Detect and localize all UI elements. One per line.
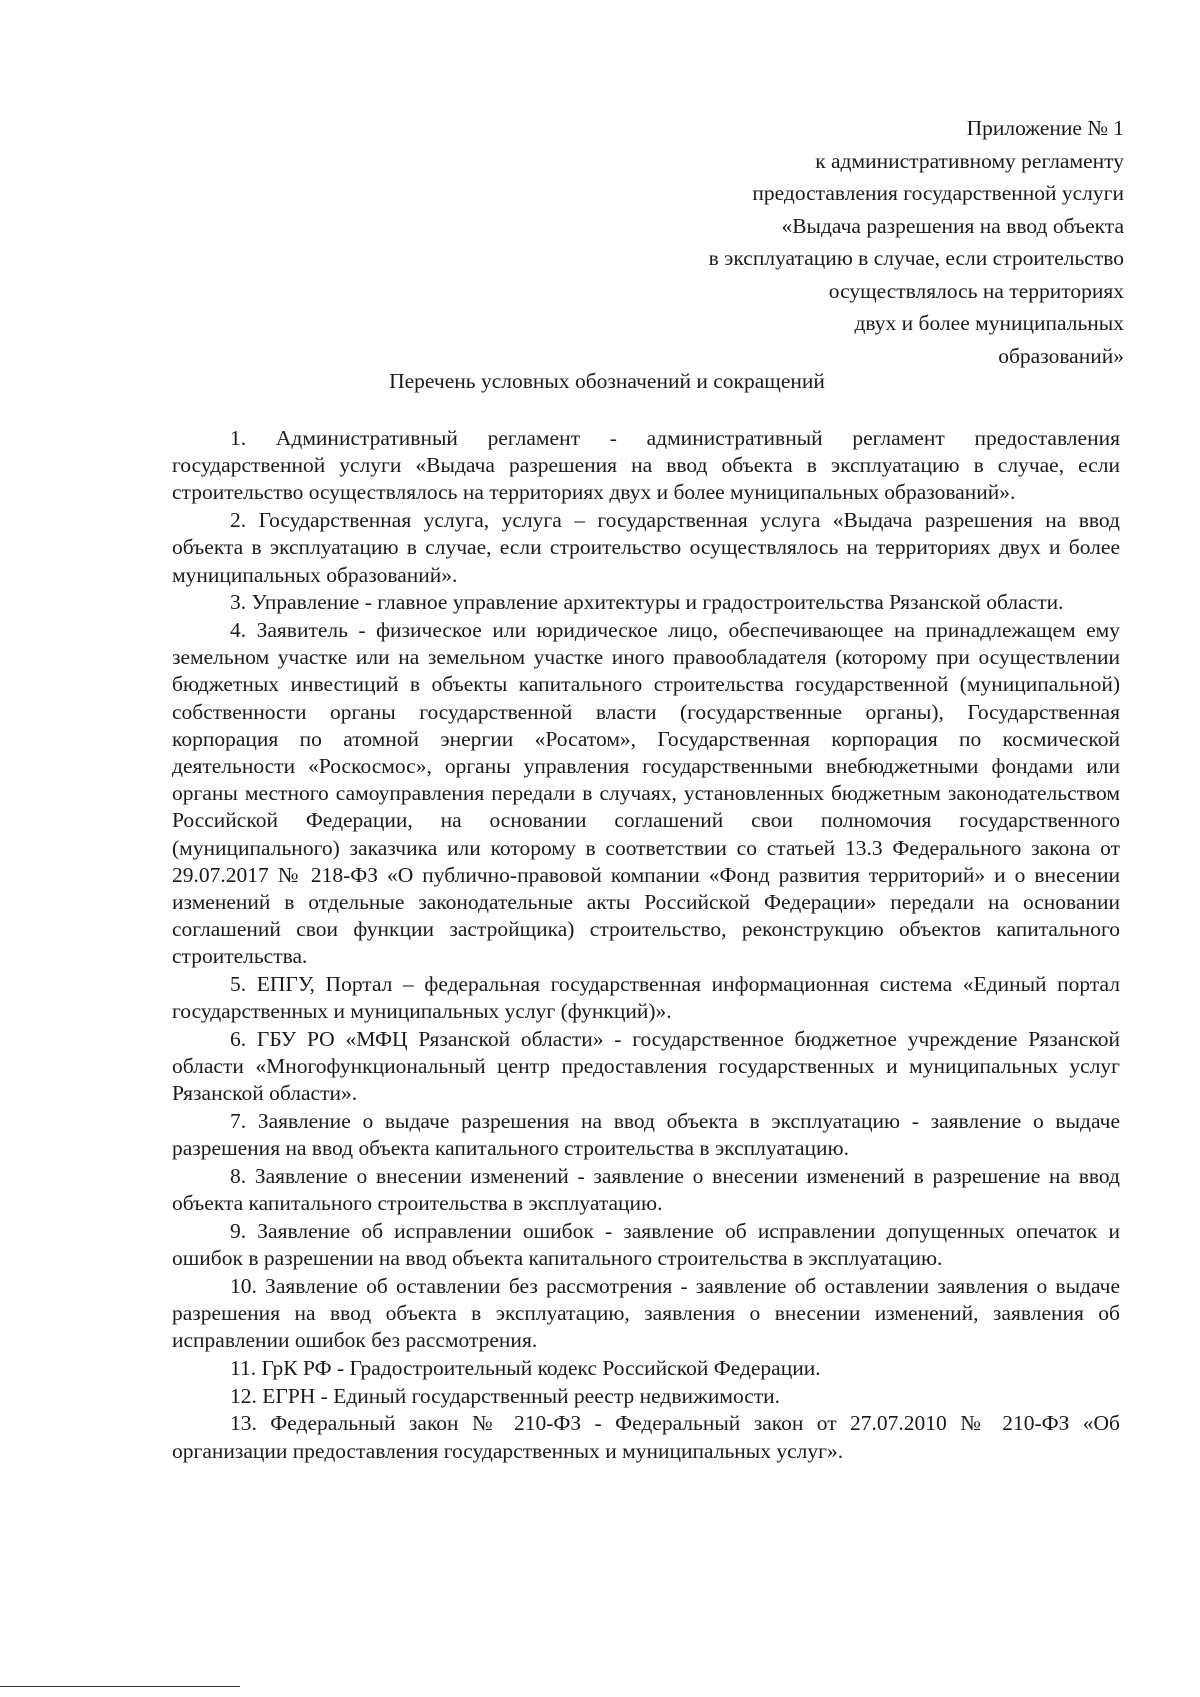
appendix-line: к административному регламенту bbox=[815, 148, 1124, 173]
definition-item: 5. ЕПГУ, Портал – федеральная государственная информационная система «Единый портал государственных и муниципальных услуг (функций)». bbox=[172, 972, 1120, 1024]
definition-item: 3. Управление - главное управление архитектуры и градостроительства Рязанской области. bbox=[230, 590, 1064, 615]
definition-item: 4. Заявитель - физическое или юридическое лицо, обеспечивающее на принадлежащем ему земельном участке или на земельном участке иного правообладателя (которому при осуществлении бюджетных инвестиций в объекты капитального строительства государственной (муниципальной) собственности органы государственной власти (государственные органы), Государственная корпорация по атомной энергии «Росатом», Государственная корпорация по космической деятельности «Роскосмос», органы управления государственными внебюджетными фондами или органы местного самоуправления передали в случаях, установленных бюджетным законодательством Российской Федерации, на основании соглашений свои полномочия государственного (муниципального) заказчика или которому в соответствии со статьей 13.3 Федерального закона от 29.07.2017 № 218-ФЗ «О публично-правовой компании «Фонд развития территорий» и о внесении изменений в отдельные законодательные акты Российской Федерации» передали на основании соглашений свои функции застройщика) строительство, реконструкцию объектов капитального строительства. bbox=[172, 617, 1120, 969]
appendix-line: образований» bbox=[998, 343, 1124, 368]
definition-item: 12. ЕГРН - Единый государственный реестр недвижимости. bbox=[230, 1383, 781, 1408]
definition-item: 11. ГрК РФ - Градостроительный кодекс Российской Федерации. bbox=[230, 1355, 821, 1380]
appendix-line: осуществлялось на территориях bbox=[828, 278, 1124, 303]
appendix-line: предоставления государственной услуги bbox=[752, 181, 1124, 205]
definition-item: 10. Заявление об оставлении без рассмотрения - заявление об оставлении заявления о выдаче разрешения на ввод объекта в эксплуатацию, заявления о внесении изменений, заявления об исправлении ошибок без рассмотрения. bbox=[172, 1273, 1120, 1353]
appendix-header bbox=[564, 112, 1124, 372]
footnote-divider bbox=[0, 1686, 240, 1687]
definition-item: 6. ГБУ РО «МФЦ Рязанской области» - государственное бюджетное учреждение Рязанской области «Многофункциональный центр предоставления государственных и муниципальных услуг Рязанской области». bbox=[172, 1026, 1120, 1106]
definition-item: 9. Заявление об исправлении ошибок - заявление об исправлении допущенных опечаток и ошибок в разрешении на ввод объекта капитального строительства в эксплуатацию. bbox=[172, 1218, 1120, 1271]
document-heading: Перечень условных обозначений и сокращений bbox=[389, 369, 825, 393]
definition-item: 1. Административный регламент - административный регламент предоставления государственной услуги «Выдача разрешения на ввод объекта в эксплуатацию в случае, если строительство осуществлялось на территориях двух и более муниципальных образований». bbox=[172, 426, 1120, 505]
appendix-line: в эксплуатацию в случае, если строительство bbox=[708, 246, 1124, 270]
definitions-list bbox=[172, 425, 1120, 1465]
appendix-line: Приложение № 1 bbox=[966, 116, 1124, 140]
definition-item: 8. Заявление о внесении изменений - заявление о внесении изменений в разрешение на ввод объекта капитального строительства в эксплуатацию. bbox=[172, 1163, 1120, 1216]
definition-item: 7. Заявление о выдаче разрешения на ввод объекта в эксплуатацию - заявление о выдаче разрешения на ввод объекта капитального строительства в эксплуатацию. bbox=[172, 1109, 1120, 1161]
definition-item: 13. Федеральный закон № 210-ФЗ - Федеральный закон от 27.07.2010 № 210-ФЗ «Об организации предоставления государственных и муниципальных услуг». bbox=[172, 1411, 1120, 1463]
definition-item: 2. Государственная услуга, услуга – государственная услуга «Выдача разрешения на ввод объекта в эксплуатацию в случае, если строительство осуществлялось на территориях двух и более муниципальных образований». bbox=[172, 508, 1120, 587]
appendix-line: «Выдача разрешения на ввод объекта bbox=[781, 213, 1124, 238]
appendix-line: двух и более муниципальных bbox=[854, 311, 1124, 335]
